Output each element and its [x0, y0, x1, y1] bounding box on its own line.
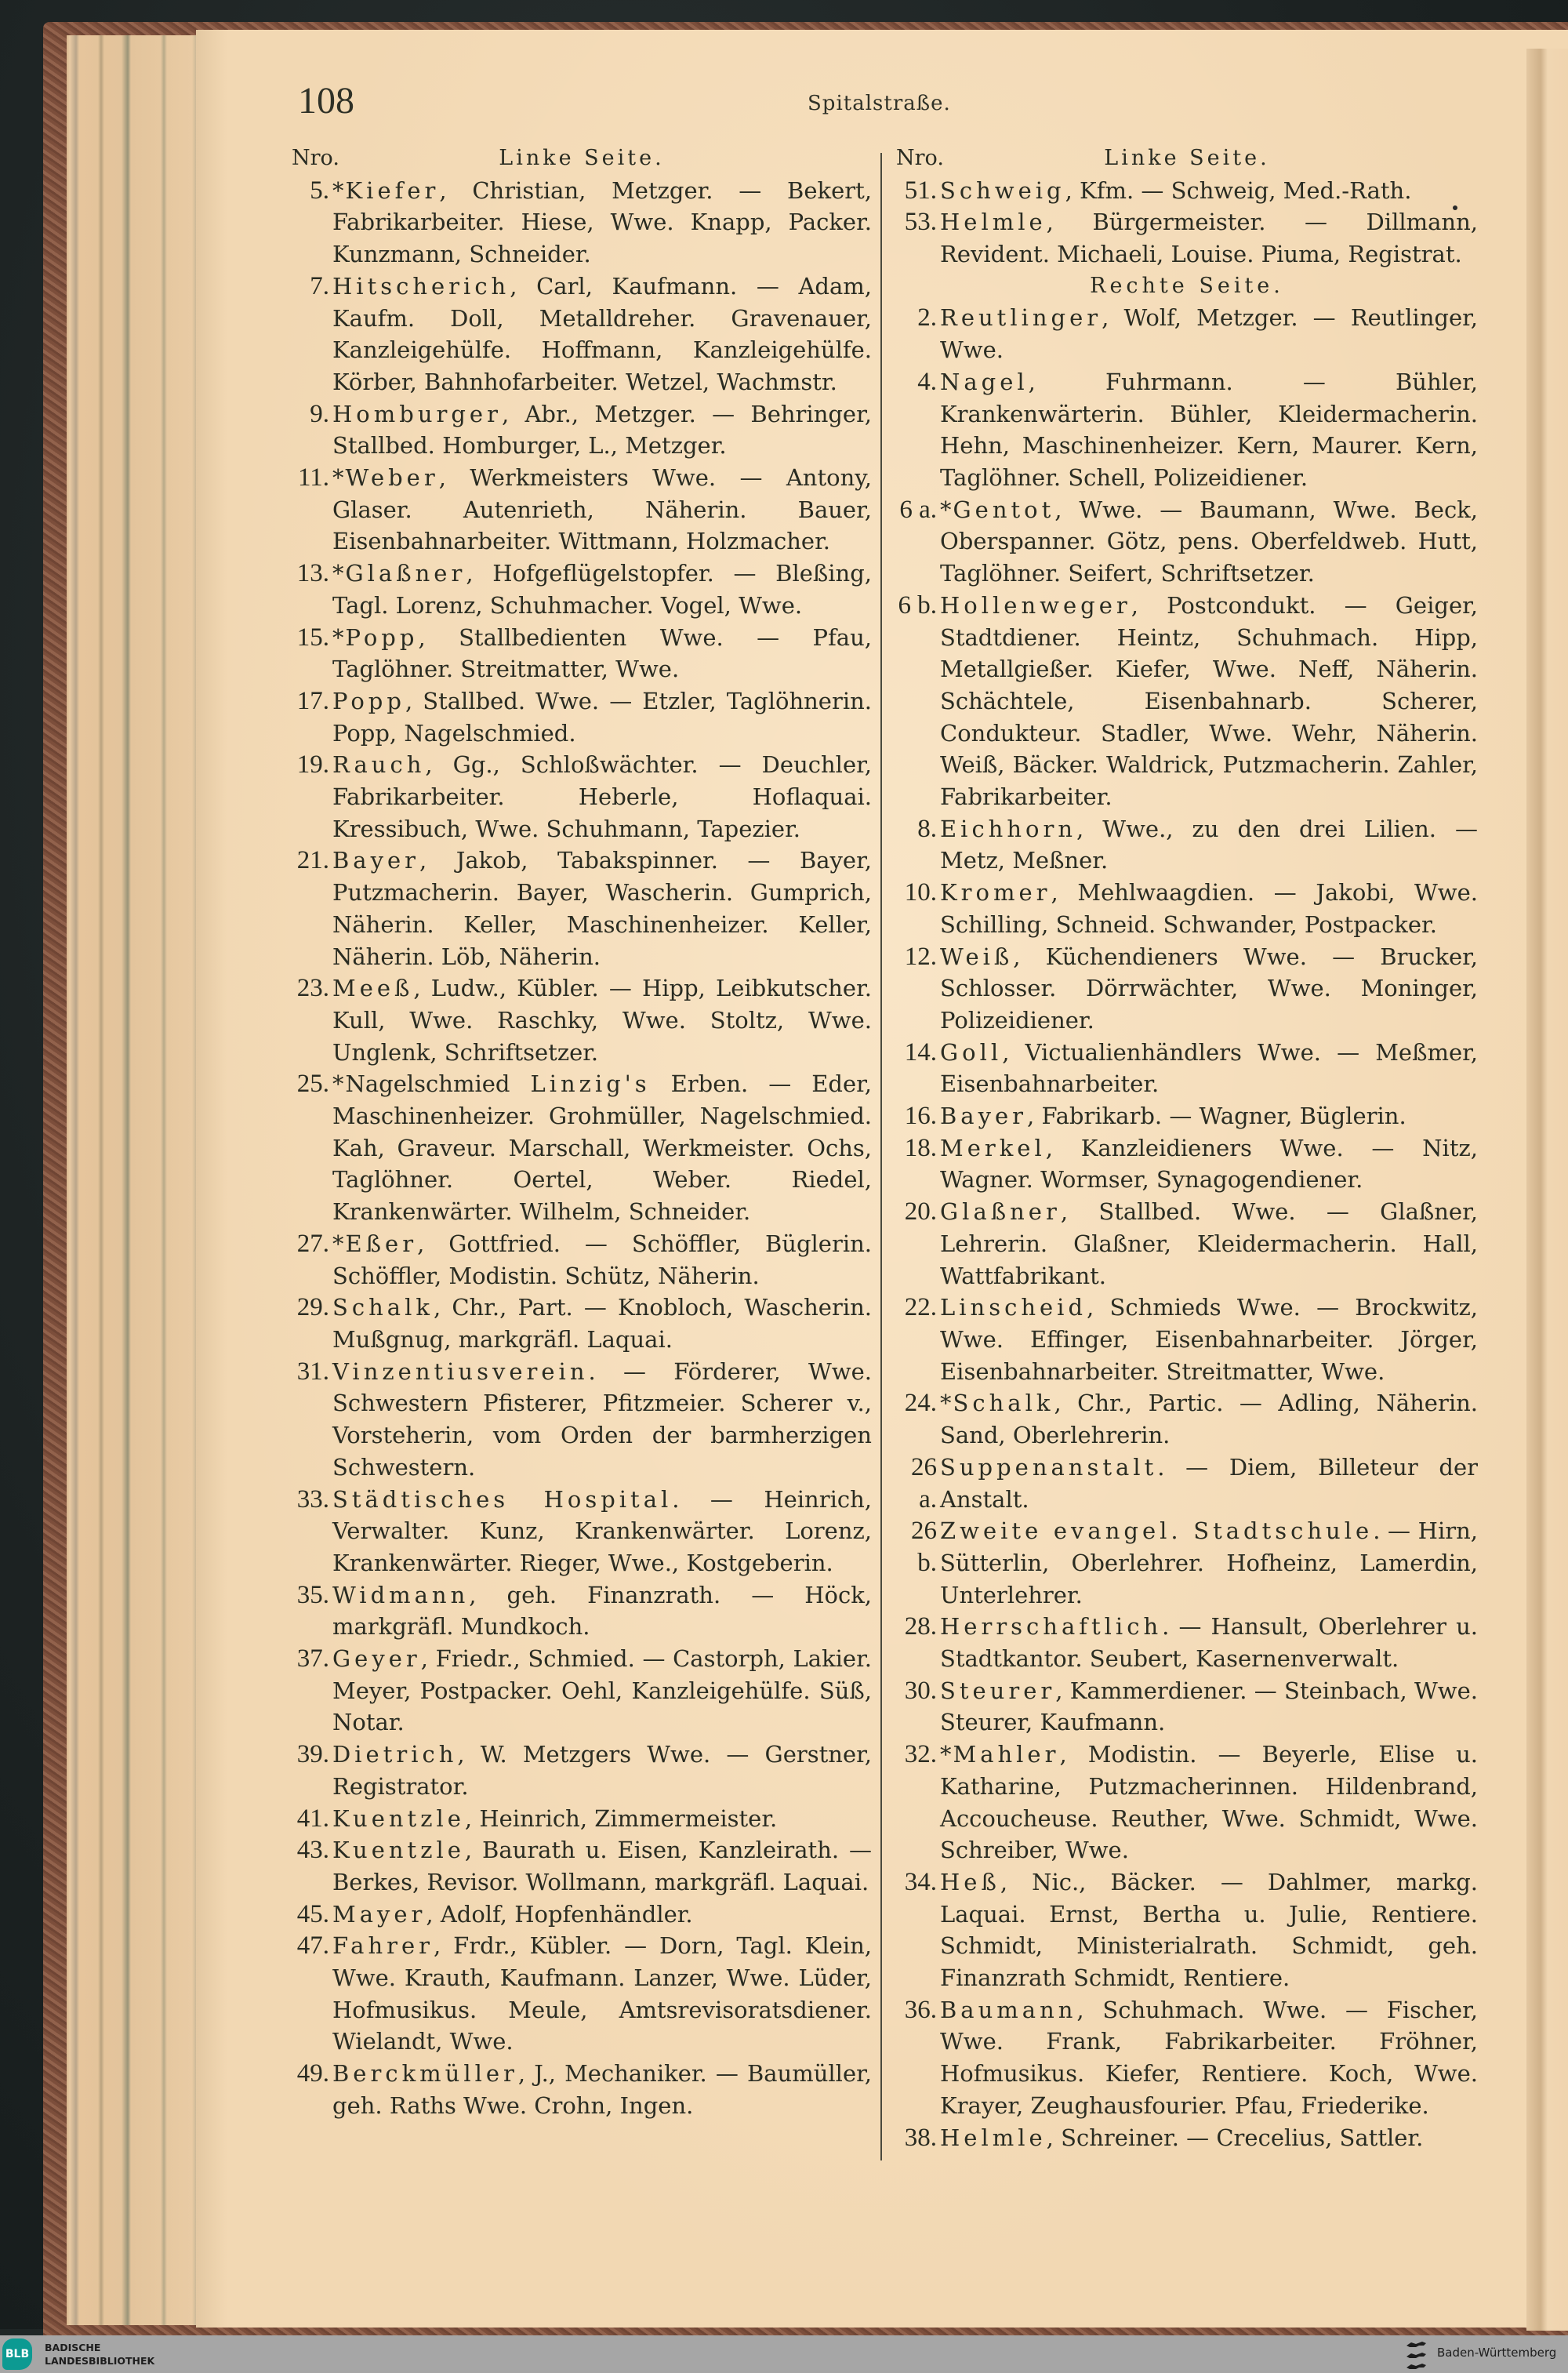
residents-text: , Wwe., zu den drei Lilien. — Metz, Meßner.	[940, 815, 1478, 874]
residents-text: Erben. — Eder, Maschinenheizer. Grohmüller, Nagelschmied. Kah, Graveur. Marschall, Werkmeister. Ochs, Taglöhner. Oertel, Weber. Riedel, Krankenwärter. Wilhelm, Schneider.	[332, 1070, 873, 1226]
owner-name: Fahrer	[332, 1932, 434, 1960]
address-entry	[896, 1387, 1478, 1451]
right-column	[896, 143, 1478, 2153]
house-number: 49.	[296, 2059, 329, 2088]
house-number: 5.	[310, 176, 329, 205]
residents-text: , Bürgermeister. — Dillmann, Revident. Michaeli, Louise. Piuma, Registrat.	[940, 209, 1478, 268]
house-number: 22.	[904, 1293, 937, 1322]
house-number: 21.	[296, 846, 329, 875]
address-entry	[292, 271, 872, 398]
owner-name: Helmle	[940, 2124, 1047, 2151]
column-header	[292, 143, 872, 175]
stacked-page-edges	[67, 35, 200, 2325]
owner-name: Hitscherich	[332, 272, 510, 300]
residents-text: , Wwe. — Baumann, Wwe. Beck, Oberspanner. Götz, pens. Oberfeldweb. Hutt, Taglöhner. Seifert, Schriftsetzer.	[940, 496, 1478, 587]
owner-star-icon: *	[332, 1230, 344, 1257]
residents-text: , Kanzleidieners Wwe. — Nitz, Wagner. Wormser, Synagogendiener.	[940, 1134, 1478, 1194]
entry-list	[896, 175, 1478, 271]
street-title: Spitalstraße.	[808, 92, 951, 115]
owner-name: Linzig's	[530, 1070, 651, 1098]
residents-text: , Frdr., Kübler. — Dorn, Tagl. Klein, Wwe. Krauth, Kaufmann. Lanzer, Wwe. Lüder, Hofmusikus. Meule, Amtsrevisoratsdiener. Wielandt, Wwe.	[332, 1932, 872, 2055]
address-entry	[292, 1643, 872, 1739]
residents-text: , Mehlwaagdien. — Jakobi, Wwe. Schilling, Schneid. Schwander, Postpacker.	[940, 879, 1478, 938]
owner-name: Hollenweger	[940, 591, 1131, 619]
house-number: 8.	[917, 814, 937, 843]
residents-text: , Stallbed. Wwe. — Etzler, Taglöhnerin. Popp, Nagelschmied.	[332, 687, 872, 747]
residents-text: , Kfm. — Schweig, Med.-Rath.	[1065, 176, 1412, 204]
address-entry	[292, 845, 872, 972]
state-name[interactable]: Baden-Württemberg	[1437, 2346, 1557, 2360]
house-number: 15.	[296, 623, 329, 652]
library-name-line2: LANDESBIBLIOTHEK	[45, 2355, 155, 2367]
owner-name: Steurer	[940, 1677, 1056, 1704]
residents-text: , Adolf, Hopfenhändler.	[426, 1900, 693, 1928]
house-number: 17.	[296, 686, 329, 715]
address-entry	[292, 1292, 872, 1355]
house-number: 31.	[296, 1357, 329, 1386]
address-entry	[896, 302, 1478, 365]
nro-label: Nro.	[292, 146, 339, 170]
address-entry	[292, 398, 872, 462]
address-entry	[896, 1292, 1478, 1387]
owner-name: Kuentzle	[332, 1837, 465, 1864]
owner-name: Heß	[940, 1868, 1000, 1895]
owner-name: Schalk	[332, 1294, 434, 1321]
owner-name: Meeß	[332, 975, 414, 1002]
address-entry	[896, 1675, 1478, 1739]
residents-text: , Schmieds Wwe. — Brockwitz, Wwe. Effinger, Eisenbahnarbeiter. Jörger, Eisenbahnarbeiter. Streitmatter, Wwe.	[940, 1294, 1478, 1385]
owner-name: Suppenanstalt	[940, 1453, 1158, 1481]
house-number: 4.	[917, 367, 937, 396]
residents-text: , Werkmeisters Wwe. — Antony, Glaser. Autenrieth, Näherin. Bauer, Eisenbahnarbeiter. Wittmann, Holzmacher.	[332, 464, 872, 555]
address-entry	[292, 1739, 872, 1802]
column-divider	[880, 153, 882, 2160]
house-number: 9.	[310, 399, 329, 428]
house-number: 29.	[296, 1293, 329, 1322]
owner-name: Homburger	[332, 400, 502, 427]
address-entry	[896, 1994, 1478, 2122]
residents-text: , Stallbed. Wwe. — Glaßner, Lehrerin. Glaßner, Kleidermacherin. Hall, Wattfabrikant.	[940, 1198, 1478, 1289]
house-number: 6 b.	[898, 591, 937, 620]
residents-text: , Ludw., Kübler. — Hipp, Leibkutscher. Kull, Wwe. Raschky, Wwe. Stoltz, Wwe. Unglenk, Schriftsetzer.	[332, 975, 872, 1066]
entry-list	[292, 175, 872, 2122]
owner-name: Kuentzle	[332, 1804, 465, 1832]
residents-text: . — Hansult, Oberlehrer u. Stadtkantor. Seubert, Kasernenverwalt.	[940, 1613, 1478, 1673]
address-entry	[292, 622, 872, 685]
address-entry	[896, 813, 1478, 877]
address-entry	[896, 175, 1478, 207]
owner-name: Glaßner	[940, 1198, 1061, 1226]
owner-name: Dietrich	[332, 1741, 458, 1768]
house-number: 41.	[296, 1804, 329, 1833]
residents-text: , Baurath u. Eisen, Kanzleirath. — Berkes, Revisor. Wollmann, markgräfl. Laquai.	[332, 1837, 872, 1895]
owner-name: Schalk	[953, 1390, 1054, 1417]
residents-text: . — Förderer, Wwe. Schwestern Pfisterer, Pfitzmeier. Scherer v., Vorsteherin, vom Orden der barmherzigen Schwestern.	[332, 1357, 872, 1481]
house-number: 2.	[917, 303, 937, 333]
side-label: Linke Seite.	[499, 146, 665, 170]
owner-name: Zweite evangel. Stadtschule	[940, 1517, 1374, 1545]
side-label: Linke Seite.	[1104, 146, 1270, 170]
blb-logo[interactable]: BLB	[2, 2338, 32, 2370]
house-number: 51.	[904, 176, 937, 205]
residents-text: , Gottfried. — Schöffler, Büglerin. Schöffler, Modistin. Schütz, Näherin.	[332, 1230, 872, 1289]
address-entry	[896, 206, 1478, 270]
running-head	[298, 74, 1482, 129]
entry-prefix: Nagelschmied	[345, 1070, 531, 1098]
residents-text: , Schreiner. — Crecelius, Sattler.	[1046, 2124, 1424, 2151]
address-entry	[896, 1100, 1478, 1132]
owner-name: Helmle	[940, 209, 1047, 236]
residents-text: , Küchendieners Wwe. — Brucker, Schlosser. Dörrwächter, Wwe. Moninger, Polizeidiener.	[940, 943, 1478, 1034]
house-number: 26 b.	[911, 1517, 937, 1577]
address-entry	[896, 366, 1478, 494]
residents-text: , Hofgeflügelstopfer. — Bleßing, Tagl. Lorenz, Schuhmacher. Vogel, Wwe.	[332, 560, 872, 619]
address-entry	[896, 877, 1478, 940]
owner-name: Berckmüller	[332, 2060, 518, 2088]
page-number: 108	[298, 80, 354, 122]
address-entry	[896, 1739, 1478, 1866]
owner-name: Schweig	[940, 176, 1065, 204]
house-number: 28.	[904, 1612, 937, 1641]
address-entry	[896, 1037, 1478, 1100]
residents-text: , Carl, Kaufmann. — Adam, Kaufm. Doll, Metalldreher. Gravenauer, Kanzleigehülfe. Hoffmann, Kanzleigehülfe. Körber, Bahnhofarbeiter. Wetzel, Wachmstr.	[332, 272, 872, 395]
owner-star-icon: *	[332, 1070, 344, 1098]
residents-text: , Victualienhändlers Wwe. — Meßmer, Eisenbahnarbeiter.	[940, 1038, 1478, 1098]
house-number: 35.	[296, 1580, 329, 1609]
house-number: 37.	[296, 1644, 329, 1673]
address-entry	[292, 1834, 872, 1898]
owner-name: Goll	[940, 1038, 1003, 1066]
address-entry	[292, 1228, 872, 1292]
owner-name: Herrschaftlich	[940, 1613, 1163, 1641]
residents-text: , Fuhrmann. — Bühler, Krankenwärterin. Bühler, Kleidermacherin. Hehn, Maschinenheizer. Kern, Maurer. Kern, Taglöhner. Schell, Polizeidiener.	[940, 368, 1478, 491]
house-number: 20.	[904, 1197, 937, 1226]
residents-text: , Gg., Schloßwächter. — Deuchler, Fabrikarbeiter. Heberle, Hoflaquai. Kressibuch, Wwe. Schuhmann, Tapezier.	[332, 751, 872, 842]
residents-text: , Chr., Part. — Knobloch, Wascherin. Mußgnug, markgräfl. Laquai.	[332, 1294, 872, 1353]
house-number: 19.	[296, 750, 329, 779]
owner-name: Vinzentiusverein	[332, 1357, 589, 1385]
house-number: 32.	[904, 1740, 937, 1769]
address-entry	[292, 2058, 872, 2121]
address-entry	[896, 1196, 1478, 1292]
address-entry	[896, 2122, 1478, 2154]
owner-star-icon: *	[332, 560, 344, 587]
owner-name: Weber	[345, 464, 439, 492]
entry-list	[896, 302, 1478, 2153]
owner-name: Mahler	[953, 1741, 1060, 1768]
residents-text: , W. Metzgers Wwe. — Gerstner, Registrator.	[332, 1741, 872, 1800]
house-number: 13.	[296, 559, 329, 588]
address-entry	[292, 175, 872, 271]
residents-text: , Fabrikarb. — Wagner, Büglerin.	[1027, 1103, 1406, 1130]
house-number: 25.	[296, 1070, 329, 1099]
residents-text: , Schuhmach. Wwe. — Fischer, Wwe. Frank, Fabrikarbeiter. Fröhner, Hofmusikus. Kiefer, Rentiere. Koch, Wwe. Krayer, Zeughausfourier. Pfau, Friederike.	[940, 1996, 1478, 2119]
residents-text: . — Diem, Billeteur der Anstalt.	[940, 1453, 1478, 1513]
residents-text: , Postcondukt. — Geiger, Stadtdiener. Heintz, Schuhmach. Hipp, Metallgießer. Kiefer, Wwe. Neff, Näherin. Schächtele, Eisenbahnarb. Scherer, Condukteur. Stadler, Wwe. Wehr, Näherin. Weiß, Bäcker. Waldrick, Putzmacherin. Zahler, Fabrikarbeiter.	[940, 591, 1478, 811]
residents-text: , Wolf, Metzger. — Reutlinger, Wwe.	[940, 304, 1478, 364]
owner-name: Bayer	[332, 847, 420, 874]
residents-text: , J., Mechaniker. — Baumüller, geh. Raths Wwe. Crohn, Ingen.	[332, 2060, 872, 2119]
owner-star-icon: *	[332, 176, 344, 204]
address-entry	[292, 1068, 872, 1228]
house-number: 10.	[904, 878, 937, 907]
address-entry	[292, 1930, 872, 2058]
address-entry	[292, 1803, 872, 1835]
house-number: 38.	[904, 2123, 937, 2152]
owner-name: Glaßner	[345, 560, 466, 587]
residents-text: . — Hirn, Sütterlin, Oberlehrer. Hofheinz, Lamerdin, Unterlehrer.	[940, 1517, 1479, 1608]
residents-text: , Christian, Metzger. — Bekert, Fabrikarbeiter. Hiese, Wwe. Knapp, Packer. Kunzmann, Schneider.	[332, 176, 872, 268]
library-name[interactable]	[45, 2341, 154, 2368]
owner-name: Kiefer	[345, 176, 440, 204]
house-number: 47.	[296, 1931, 329, 1961]
house-number: 39.	[296, 1740, 329, 1769]
owner-name: Bayer	[940, 1103, 1028, 1130]
address-entry	[292, 462, 872, 558]
address-entry	[292, 558, 872, 621]
owner-name: Baumann	[940, 1996, 1077, 2023]
residents-text: , geh. Finanzrath. — Höck, markgräfl. Mundkoch.	[332, 1581, 872, 1641]
residents-text: , Friedr., Schmied. — Castorph, Lakier. Meyer, Postpacker. Oehl, Kanzleigehülfe. Süß, Notar.	[332, 1645, 872, 1736]
residents-text: , Heinrich, Zimmermeister.	[464, 1804, 778, 1832]
address-entry	[896, 590, 1478, 813]
next-page-fold	[1526, 49, 1568, 2331]
address-entry	[896, 941, 1478, 1037]
house-number: 33.	[296, 1484, 329, 1514]
address-entry	[292, 1579, 872, 1643]
residents-text: , Abr., Metzger. — Behringer, Stallbed. Homburger, L., Metzger.	[332, 400, 872, 460]
address-entry	[292, 972, 872, 1068]
owner-star-icon: *	[332, 464, 344, 492]
owner-name: Städtisches Hospital	[332, 1485, 673, 1513]
owner-star-icon: *	[940, 1390, 952, 1417]
owner-name: Kromer	[940, 879, 1051, 907]
house-number: 30.	[904, 1676, 937, 1705]
address-entry	[292, 1484, 872, 1579]
right-side-heading: Rechte Seite.	[1090, 273, 1284, 298]
house-number: 27.	[296, 1229, 329, 1258]
three-lions-coat-of-arms-icon	[1405, 2338, 1428, 2371]
owner-star-icon: *	[940, 1741, 952, 1768]
residents-text: , Modistin. — Beyerle, Elise u. Katharine, Putzmacherinnen. Hildenbrand, Accoucheuse. Reuther, Wwe. Schmidt, Wwe. Schreiber, Wwe.	[940, 1741, 1478, 1864]
house-number: 18.	[904, 1133, 937, 1162]
address-entry	[292, 1899, 872, 1931]
house-number: 24.	[904, 1389, 937, 1418]
residents-text: , Chr., Partic. — Adling, Näherin. Sand, Oberlehrerin.	[940, 1390, 1478, 1449]
house-number: 11.	[297, 463, 329, 492]
owner-name: Linscheid	[940, 1294, 1087, 1321]
house-number: 6 a.	[899, 495, 937, 524]
footer-bar	[0, 2335, 1568, 2373]
house-number: 12.	[904, 942, 937, 971]
address-entry	[896, 1866, 1478, 1994]
left-column	[292, 143, 872, 2122]
residents-text: , Nic., Bäcker. — Dahlmer, markg. Laquai. Ernst, Bertha u. Julie, Rentiere. Schmidt, Ministerialrath. Schmidt, geh. Finanzrath Schmidt, Rentiere.	[940, 1868, 1478, 1992]
owner-name: Popp	[332, 687, 405, 714]
owner-star-icon: *	[332, 623, 344, 651]
owner-name: Mayer	[332, 1900, 426, 1928]
address-entry	[896, 1132, 1478, 1196]
residents-text: , Jakob, Tabakspinner. — Bayer, Putzmacherin. Bayer, Wascherin. Gumprich, Näherin. Keller, Maschinenheizer. Keller, Näherin. Löb, Näherin.	[332, 847, 872, 970]
house-number: 16.	[904, 1102, 937, 1131]
owner-name: Reutlinger	[940, 304, 1102, 332]
owner-name: Geyer	[332, 1645, 421, 1673]
owner-star-icon: *	[940, 496, 952, 523]
owner-name: Eßer	[345, 1230, 418, 1257]
address-entry	[292, 749, 872, 845]
owner-name: Popp	[345, 623, 419, 651]
owner-name: Merkel	[940, 1134, 1046, 1161]
column-header	[896, 143, 1478, 175]
residents-text: . — Heinrich, Verwalter. Kunz, Krankenwärter. Lorenz, Krankenwärter. Rieger, Wwe., Kostgeberin.	[332, 1485, 872, 1576]
house-number: 34.	[904, 1867, 937, 1896]
residents-text: , Kammerdiener. — Steinbach, Wwe. Steurer, Kaufmann.	[940, 1677, 1478, 1736]
address-entry	[896, 494, 1478, 590]
library-name-line1: BADISCHE	[45, 2342, 101, 2353]
owner-name: Eichhorn	[940, 815, 1077, 842]
address-entry	[896, 1515, 1478, 1611]
address-entry	[292, 685, 872, 749]
residents-text: , Stallbedienten Wwe. — Pfau, Taglöhner. Streitmatter, Wwe.	[332, 623, 872, 683]
house-number: 26 a.	[911, 1452, 937, 1514]
address-entry	[292, 1356, 872, 1484]
house-number: 53.	[904, 208, 937, 237]
owner-name: Rauch	[332, 751, 426, 779]
owner-name: Gentot	[953, 496, 1055, 523]
address-entry	[896, 1611, 1478, 1674]
owner-name: Nagel	[940, 368, 1029, 395]
house-number: 36.	[904, 1995, 937, 2024]
house-number: 14.	[904, 1038, 937, 1067]
nro-label: Nro.	[896, 146, 944, 170]
house-number: 23.	[296, 974, 329, 1003]
owner-name: Widmann	[332, 1581, 470, 1608]
house-number: 7.	[310, 271, 329, 300]
house-number: 45.	[296, 1899, 329, 1928]
house-number: 43.	[296, 1836, 329, 1865]
address-entry	[896, 1452, 1478, 1515]
owner-name: Weiß	[940, 943, 1014, 970]
